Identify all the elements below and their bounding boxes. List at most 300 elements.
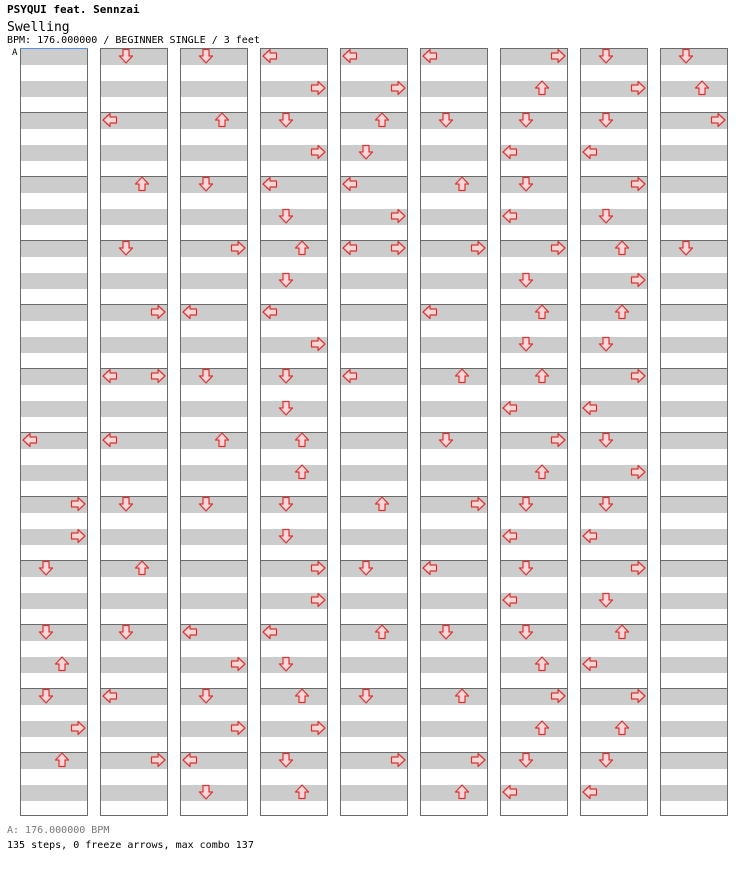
beat-band (101, 593, 167, 609)
beat-band (101, 529, 167, 545)
arrow-up-icon (374, 624, 390, 640)
arrow-right-icon (550, 432, 566, 448)
beat-band (421, 113, 487, 129)
arrow-down-icon (118, 48, 134, 64)
beat-band (661, 273, 727, 289)
beat-band (101, 785, 167, 801)
measure-line (661, 176, 727, 177)
beat-band (581, 209, 647, 225)
arrow-left-icon (342, 176, 358, 192)
arrow-up-icon (614, 624, 630, 640)
measure-line (101, 240, 167, 241)
arrow-right-icon (70, 528, 86, 544)
arrow-right-icon (470, 496, 486, 512)
arrow-right-icon (630, 80, 646, 96)
beat-band (661, 401, 727, 417)
beat-band (421, 465, 487, 481)
measure-line (341, 432, 407, 433)
arrow-down-icon (438, 432, 454, 448)
beat-band (661, 721, 727, 737)
arrow-down-icon (38, 560, 54, 576)
song-artist: PSYQUI feat. Sennzai (7, 3, 140, 16)
arrow-up-icon (374, 496, 390, 512)
arrow-right-icon (150, 304, 166, 320)
beat-band (341, 305, 407, 321)
beat-band (101, 497, 167, 513)
chart-column (180, 48, 248, 816)
arrow-right-icon (550, 48, 566, 64)
arrow-right-icon (630, 560, 646, 576)
arrow-right-icon (310, 720, 326, 736)
beat-band (181, 401, 247, 417)
beat-band (181, 561, 247, 577)
beat-band (341, 689, 407, 705)
arrow-down-icon (598, 496, 614, 512)
arrow-left-icon (582, 528, 598, 544)
arrow-right-icon (630, 176, 646, 192)
arrow-right-icon (710, 112, 726, 128)
beat-band (101, 465, 167, 481)
arrow-down-icon (38, 688, 54, 704)
arrow-left-icon (502, 144, 518, 160)
beat-band (181, 49, 247, 65)
arrow-down-icon (198, 176, 214, 192)
beat-band (101, 81, 167, 97)
arrow-up-icon (294, 784, 310, 800)
arrow-down-icon (518, 752, 534, 768)
arrow-right-icon (70, 496, 86, 512)
beat-band (661, 49, 727, 65)
beat-band (501, 497, 567, 513)
beat-band (341, 145, 407, 161)
beat-band (421, 145, 487, 161)
beat-band (421, 433, 487, 449)
arrow-right-icon (470, 752, 486, 768)
measure-line (21, 368, 87, 369)
arrow-down-icon (118, 496, 134, 512)
measure-line (21, 688, 87, 689)
arrow-down-icon (278, 656, 294, 672)
arrow-down-icon (118, 240, 134, 256)
measure-line (21, 560, 87, 561)
arrow-down-icon (598, 592, 614, 608)
arrow-down-icon (358, 144, 374, 160)
beat-band (501, 337, 567, 353)
beat-band (21, 625, 87, 641)
arrow-down-icon (598, 336, 614, 352)
beat-band (101, 657, 167, 673)
measure-line (661, 432, 727, 433)
song-title: Swelling (7, 20, 70, 35)
beat-band (581, 113, 647, 129)
bpm-marker-label: A (12, 48, 18, 58)
chart-column (580, 48, 648, 816)
arrow-down-icon (358, 688, 374, 704)
beat-band (661, 433, 727, 449)
arrow-left-icon (262, 176, 278, 192)
beat-band (501, 625, 567, 641)
arrow-up-icon (294, 688, 310, 704)
chart-column (500, 48, 568, 816)
beat-band (261, 753, 327, 769)
measure-line (341, 688, 407, 689)
measure-line (21, 176, 87, 177)
arrow-right-icon (150, 368, 166, 384)
arrow-up-icon (454, 784, 470, 800)
beat-band (661, 209, 727, 225)
arrow-right-icon (150, 752, 166, 768)
beat-band (421, 401, 487, 417)
arrow-up-icon (614, 304, 630, 320)
arrow-right-icon (230, 656, 246, 672)
arrow-left-icon (262, 304, 278, 320)
arrow-right-icon (630, 688, 646, 704)
arrow-down-icon (678, 240, 694, 256)
beat-band (661, 497, 727, 513)
beat-band (261, 497, 327, 513)
beat-band (181, 785, 247, 801)
beat-band (101, 401, 167, 417)
arrow-right-icon (310, 560, 326, 576)
bpm-legend: A: 176.000000 BPM (7, 825, 110, 836)
beat-band (341, 785, 407, 801)
beat-band (341, 529, 407, 545)
arrow-down-icon (278, 272, 294, 288)
arrow-left-icon (422, 560, 438, 576)
measure-line (181, 368, 247, 369)
arrow-left-icon (422, 304, 438, 320)
arrow-left-icon (102, 688, 118, 704)
arrow-right-icon (390, 752, 406, 768)
bpm-marker-line (20, 48, 88, 49)
arrow-up-icon (694, 80, 710, 96)
arrow-right-icon (630, 272, 646, 288)
measure-line (181, 688, 247, 689)
arrow-left-icon (502, 784, 518, 800)
arrow-right-icon (390, 80, 406, 96)
measure-line (661, 752, 727, 753)
arrow-right-icon (550, 688, 566, 704)
beat-band (421, 209, 487, 225)
arrow-down-icon (38, 624, 54, 640)
beat-band (101, 273, 167, 289)
beat-band (581, 49, 647, 65)
beat-band (101, 337, 167, 353)
beat-band (21, 593, 87, 609)
arrow-down-icon (438, 112, 454, 128)
measure-line (421, 112, 487, 113)
arrow-down-icon (518, 624, 534, 640)
arrow-up-icon (614, 720, 630, 736)
measure-line (101, 624, 167, 625)
beat-band (21, 337, 87, 353)
beat-band (21, 81, 87, 97)
beat-band (581, 433, 647, 449)
arrow-right-icon (630, 368, 646, 384)
arrow-up-icon (534, 464, 550, 480)
beat-band (101, 145, 167, 161)
measure-line (261, 368, 327, 369)
arrow-left-icon (582, 784, 598, 800)
arrow-up-icon (54, 752, 70, 768)
arrow-left-icon (22, 432, 38, 448)
arrow-down-icon (278, 112, 294, 128)
arrow-right-icon (230, 240, 246, 256)
beat-band (661, 305, 727, 321)
arrow-left-icon (582, 144, 598, 160)
measure-line (341, 560, 407, 561)
arrow-up-icon (534, 656, 550, 672)
beat-band (341, 657, 407, 673)
measure-line (581, 496, 647, 497)
beat-band (181, 593, 247, 609)
chart-column (100, 48, 168, 816)
measure-line (421, 432, 487, 433)
arrow-down-icon (438, 624, 454, 640)
arrow-up-icon (294, 432, 310, 448)
beat-band (421, 593, 487, 609)
beat-band (21, 49, 87, 65)
arrow-down-icon (598, 752, 614, 768)
measure-line (501, 496, 567, 497)
beat-band (181, 529, 247, 545)
measure-line (581, 432, 647, 433)
beat-band (661, 337, 727, 353)
arrow-left-icon (582, 656, 598, 672)
beat-band (661, 593, 727, 609)
beat-band (181, 689, 247, 705)
beat-band (341, 721, 407, 737)
beat-band (581, 593, 647, 609)
beat-band (21, 241, 87, 257)
chart-column (420, 48, 488, 816)
beat-band (181, 273, 247, 289)
arrow-up-icon (54, 656, 70, 672)
arrow-left-icon (502, 528, 518, 544)
arrow-down-icon (198, 48, 214, 64)
beat-band (101, 49, 167, 65)
measure-line (501, 624, 567, 625)
arrow-down-icon (198, 688, 214, 704)
beat-band (101, 241, 167, 257)
beat-band (261, 401, 327, 417)
measure-line (21, 304, 87, 305)
beat-band (261, 369, 327, 385)
arrow-up-icon (534, 368, 550, 384)
measure-line (661, 368, 727, 369)
beat-band (261, 273, 327, 289)
measure-line (661, 624, 727, 625)
arrow-left-icon (582, 400, 598, 416)
measure-line (421, 624, 487, 625)
chart-column (260, 48, 328, 816)
arrow-up-icon (454, 176, 470, 192)
arrow-right-icon (310, 592, 326, 608)
beat-band (501, 177, 567, 193)
arrow-down-icon (598, 432, 614, 448)
beat-band (101, 209, 167, 225)
arrow-down-icon (518, 336, 534, 352)
chart-column (340, 48, 408, 816)
measure-line (581, 112, 647, 113)
arrow-down-icon (198, 784, 214, 800)
arrow-left-icon (342, 240, 358, 256)
beat-band (21, 561, 87, 577)
arrow-right-icon (470, 240, 486, 256)
measure-line (501, 752, 567, 753)
arrow-up-icon (454, 368, 470, 384)
arrow-right-icon (310, 336, 326, 352)
arrow-down-icon (518, 112, 534, 128)
beat-band (21, 209, 87, 225)
beat-band (261, 209, 327, 225)
arrow-down-icon (518, 496, 534, 512)
arrow-right-icon (630, 464, 646, 480)
measure-line (181, 176, 247, 177)
arrow-left-icon (502, 208, 518, 224)
arrow-down-icon (278, 528, 294, 544)
beat-band (581, 753, 647, 769)
beat-band (181, 465, 247, 481)
arrow-up-icon (534, 304, 550, 320)
arrow-down-icon (598, 48, 614, 64)
arrow-down-icon (518, 176, 534, 192)
beat-band (661, 465, 727, 481)
beat-band (661, 529, 727, 545)
beat-band (341, 433, 407, 449)
measure-line (341, 304, 407, 305)
measure-line (501, 112, 567, 113)
arrow-up-icon (534, 80, 550, 96)
arrow-left-icon (422, 48, 438, 64)
arrow-down-icon (278, 400, 294, 416)
measure-line (21, 240, 87, 241)
arrow-left-icon (182, 304, 198, 320)
beat-band (181, 81, 247, 97)
arrow-left-icon (262, 624, 278, 640)
beat-band (421, 529, 487, 545)
arrow-down-icon (358, 560, 374, 576)
arrow-up-icon (134, 560, 150, 576)
beat-band (341, 465, 407, 481)
chart-stats: 135 steps, 0 freeze arrows, max combo 137 (7, 840, 254, 851)
arrow-down-icon (678, 48, 694, 64)
measure-line (181, 496, 247, 497)
beat-band (661, 145, 727, 161)
beat-band (661, 177, 727, 193)
arrow-down-icon (118, 624, 134, 640)
beat-band (341, 593, 407, 609)
beat-band (661, 625, 727, 641)
measure-line (261, 112, 327, 113)
measure-line (661, 560, 727, 561)
beat-band (501, 753, 567, 769)
beat-band (21, 177, 87, 193)
arrow-down-icon (278, 496, 294, 512)
arrow-down-icon (518, 560, 534, 576)
beat-band (21, 273, 87, 289)
beat-band (21, 689, 87, 705)
beat-band (21, 401, 87, 417)
arrow-up-icon (214, 432, 230, 448)
beat-band (341, 401, 407, 417)
arrow-left-icon (502, 592, 518, 608)
beat-band (21, 369, 87, 385)
measure-line (501, 176, 567, 177)
arrow-left-icon (102, 368, 118, 384)
arrow-left-icon (262, 48, 278, 64)
arrow-down-icon (598, 112, 614, 128)
arrow-up-icon (614, 240, 630, 256)
measure-line (661, 496, 727, 497)
arrow-down-icon (198, 496, 214, 512)
arrow-left-icon (182, 624, 198, 640)
beat-band (181, 209, 247, 225)
arrow-up-icon (294, 240, 310, 256)
measure-line (21, 112, 87, 113)
beat-band (341, 561, 407, 577)
beat-band (181, 145, 247, 161)
beat-band (581, 497, 647, 513)
measure-line (261, 752, 327, 753)
arrow-left-icon (342, 48, 358, 64)
arrow-down-icon (278, 208, 294, 224)
beat-band (661, 689, 727, 705)
arrow-down-icon (518, 272, 534, 288)
beat-band (261, 529, 327, 545)
arrow-down-icon (278, 752, 294, 768)
arrow-up-icon (534, 720, 550, 736)
beat-band (21, 305, 87, 321)
measure-line (501, 560, 567, 561)
beat-band (421, 721, 487, 737)
arrow-up-icon (454, 688, 470, 704)
beat-band (101, 721, 167, 737)
arrow-left-icon (102, 432, 118, 448)
beat-band (261, 113, 327, 129)
arrow-right-icon (390, 240, 406, 256)
beat-band (181, 369, 247, 385)
arrow-up-icon (294, 464, 310, 480)
arrow-up-icon (214, 112, 230, 128)
beat-band (661, 369, 727, 385)
arrow-up-icon (134, 176, 150, 192)
arrow-right-icon (70, 720, 86, 736)
measure-line (181, 560, 247, 561)
beat-band (661, 561, 727, 577)
arrow-right-icon (310, 144, 326, 160)
arrow-up-icon (374, 112, 390, 128)
arrow-down-icon (198, 368, 214, 384)
beat-band (21, 785, 87, 801)
chart-column (20, 48, 88, 816)
beat-band (181, 497, 247, 513)
beat-band (181, 337, 247, 353)
arrow-down-icon (598, 208, 614, 224)
measure-line (21, 624, 87, 625)
beat-band (341, 273, 407, 289)
chart-column (660, 48, 728, 816)
arrow-right-icon (550, 240, 566, 256)
beat-band (421, 81, 487, 97)
beat-band (661, 657, 727, 673)
arrow-left-icon (342, 368, 358, 384)
measure-line (261, 496, 327, 497)
beat-band (21, 113, 87, 129)
beat-band (661, 785, 727, 801)
chart-info: BPM: 176.000000 / BEGINNER SINGLE / 3 feet (7, 35, 260, 46)
beat-band (501, 561, 567, 577)
